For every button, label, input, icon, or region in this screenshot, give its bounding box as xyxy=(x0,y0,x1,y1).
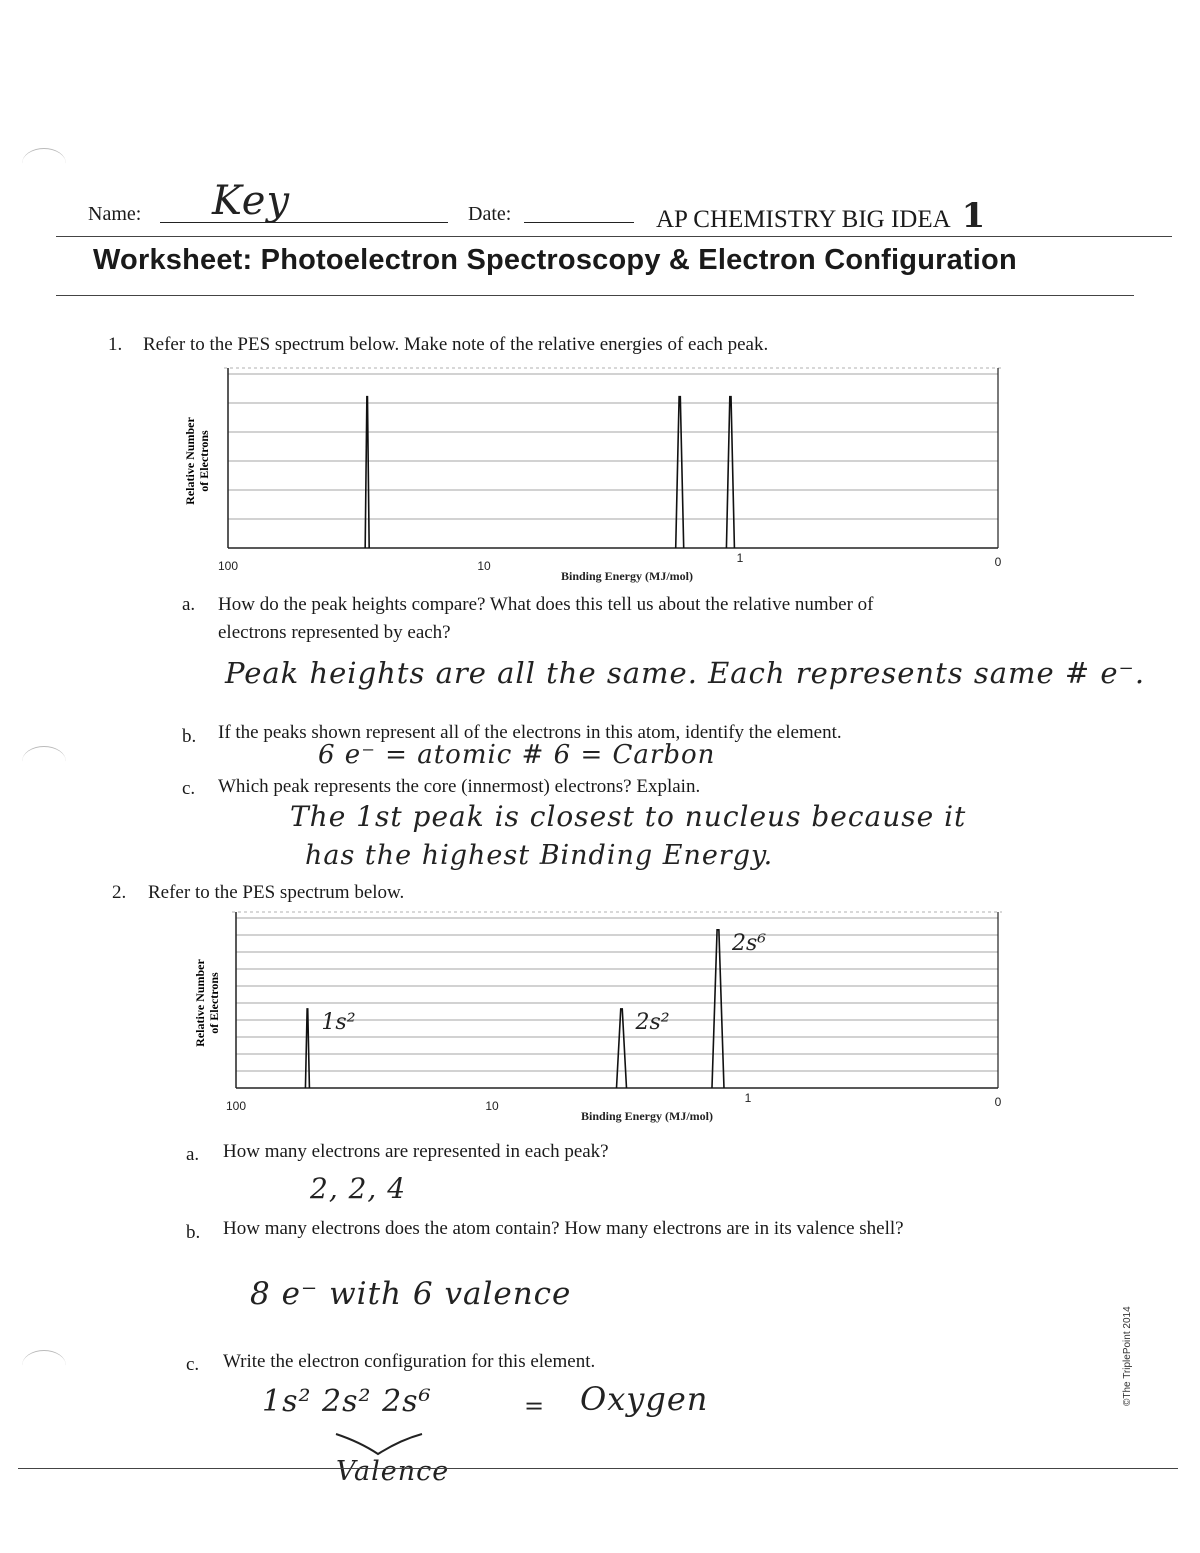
course-number: 1 xyxy=(961,196,987,236)
q1b-letter: b. xyxy=(182,726,197,747)
y-axis-label xyxy=(193,959,221,1047)
pes-peak xyxy=(616,1009,626,1088)
pes-peak xyxy=(712,930,724,1088)
name-label: Name: xyxy=(88,203,142,225)
q1c-answer-line2[interactable]: has the highest Binding Energy. xyxy=(305,840,774,871)
header-rule-top xyxy=(56,236,1172,237)
course-label xyxy=(656,196,986,236)
x-axis-label: Binding Energy (MJ/mol) xyxy=(580,1109,714,1123)
q2b-answer[interactable]: 8 e⁻ with 6 valence xyxy=(250,1276,572,1312)
q1b-text: If the peaks shown represent all of the electrons in this atom, identify the element. xyxy=(218,722,842,743)
x-tick-label: 100 xyxy=(217,559,239,573)
q1-pes-chart xyxy=(180,362,1020,590)
q2c-text: Write the electron configuration for this element. xyxy=(223,1351,596,1372)
x-tick-label: 100 xyxy=(225,1099,247,1113)
q1b-answer[interactable]: 6 e⁻ = atomic # 6 = Carbon xyxy=(318,740,716,770)
scan-mark xyxy=(22,148,66,179)
scan-mark xyxy=(22,746,66,777)
scan-mark xyxy=(22,1350,66,1381)
q1c-letter: c. xyxy=(182,778,196,799)
q1a-line1: How do the peak heights compare? What does this tell us about the relative number of xyxy=(218,594,874,615)
x-axis-label: Binding Energy (MJ/mol) xyxy=(560,569,694,583)
q1a-line2: electrons represented by each? xyxy=(218,622,451,643)
q2c-answer-config[interactable]: 1s² 2s² 2s⁶ xyxy=(262,1384,432,1419)
course-text: AP CHEMISTRY BIG IDEA xyxy=(656,206,950,233)
pes-peak xyxy=(365,397,369,548)
x-tick-label: 1 xyxy=(744,1091,752,1105)
date-label: Date: xyxy=(468,203,512,225)
y-axis-label-line2: of Electrons xyxy=(207,972,221,1034)
y-axis-label-line1: Relative Number xyxy=(193,959,207,1047)
peak-annotation: 1s² xyxy=(321,1009,356,1035)
q2-prompt: Refer to the PES spectrum below. xyxy=(148,882,405,903)
x-tick-label: 1 xyxy=(736,551,744,565)
copyright-text: ©The TriplePoint 2014 xyxy=(1122,1306,1133,1406)
q1a-letter: a. xyxy=(182,594,196,615)
date-underline xyxy=(524,222,634,223)
q2a-answer[interactable]: 2, 2, 4 xyxy=(310,1172,407,1205)
name-underline xyxy=(160,222,448,223)
q2c-answer-element[interactable]: Oxygen xyxy=(580,1380,709,1418)
q1-number: 1. xyxy=(108,334,123,355)
x-tick-label: 10 xyxy=(477,559,491,573)
worksheet-title: Worksheet: Photoelectron Spectroscopy & Electron Configuration xyxy=(93,244,1017,276)
q2c-answer-equals: = xyxy=(524,1392,546,1420)
q2-pes-chart xyxy=(190,906,1020,1134)
pes-peak xyxy=(305,1009,309,1088)
pes-peak xyxy=(676,397,684,548)
y-axis-label-line2: of Electrons xyxy=(197,430,211,492)
q2b-letter: b. xyxy=(186,1222,201,1243)
q1c-answer-line1[interactable]: The 1st peak is closest to nucleus because it xyxy=(290,800,967,833)
q2a-text: How many electrons are represented in each peak? xyxy=(223,1141,609,1162)
header-rule-bottom xyxy=(56,295,1134,296)
q2a-letter: a. xyxy=(186,1144,200,1165)
x-tick-label: 0 xyxy=(994,555,1002,569)
q1-prompt: Refer to the PES spectrum below. Make note of the relative energies of each peak. xyxy=(143,334,769,355)
name-value[interactable]: Key xyxy=(212,178,291,224)
y-axis-label xyxy=(183,417,211,505)
peak-annotation: 2s² xyxy=(635,1009,670,1035)
footer-rule xyxy=(18,1468,1178,1469)
q2b-text: How many electrons does the atom contain? How many electrons are in its valence shell? xyxy=(223,1218,904,1239)
q2c-letter: c. xyxy=(186,1354,200,1375)
q2c-answer-note: Valence xyxy=(336,1456,450,1487)
q1c-text: Which peak represents the core (innermost) electrons? Explain. xyxy=(218,776,701,797)
peak-annotation: 2s⁶ xyxy=(731,930,767,956)
pes-peak xyxy=(726,397,734,548)
q2-pes-svg xyxy=(190,906,1020,1134)
y-axis-label-line1: Relative Number xyxy=(183,417,197,505)
q1a-answer[interactable]: Peak heights are all the same. Each represents same # e⁻. xyxy=(225,656,1146,690)
x-tick-label: 0 xyxy=(994,1095,1002,1109)
q2-number: 2. xyxy=(112,882,127,903)
x-tick-label: 10 xyxy=(485,1099,499,1113)
q1-pes-svg xyxy=(180,362,1020,590)
